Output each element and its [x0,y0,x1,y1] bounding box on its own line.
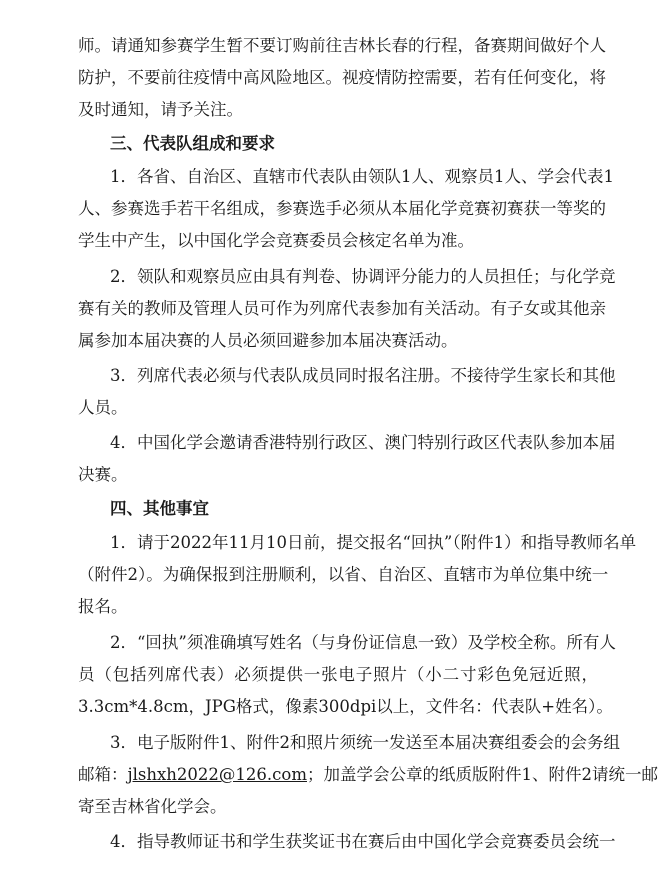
paragraph-line: 员（包括列席代表）必须提供一张电子照片（小二寸彩色免冠近照， [78,665,598,684]
paragraph-line: （附件2）。为确保报到注册顺利，以省、自治区、直辖市为单位集中统一 [78,565,609,584]
email-label: 邮箱： [78,765,128,784]
paragraph-line: 学生中产生，以中国化学会竞赛委员会核定名单为准。 [78,231,474,250]
paragraph-line: 2．“回执”须准确填写姓名（与身份证信息一致）及学校全称。所有人 [110,633,616,652]
paragraph-line: 人、参赛选手若干名组成，参赛选手必须从本届化学竞赛初赛获一等奖的 [78,199,606,218]
email-trailing-text: ；加盖学会公章的纸质版附件1、附件2请统一邮 [306,765,658,784]
section-heading: 四、其他事宜 [110,499,209,518]
paragraph-line: 寄至吉林省化学会。 [78,797,227,816]
paragraph-line: 3．电子版附件1、附件2和照片须统一发送至本届决赛组委会的会务组 [110,733,620,752]
email-link[interactable]: jlshxh2022@126.com [127,765,307,784]
paragraph-line: 属参加本届决赛的人员必须回避参加本届决赛活动。 [78,331,458,350]
paragraph-line: 1．请于2022年11月10日前，提交报名“回执”（附件1）和指导教师名单 [110,533,637,552]
paragraph-line: 人员。 [78,398,128,417]
paragraph-line: 师。请通知参赛学生暂不要订购前往吉林长春的行程，备赛期间做好个人 [78,36,606,55]
paragraph-line: 4．指导教师证书和学生获奖证书在赛后由中国化学会竞赛委员会统一 [110,832,616,851]
paragraph-line: 及时通知，请予关注。 [78,100,243,119]
paragraph-line-with-email [78,763,658,787]
paragraph-line: 赛有关的教师及管理人员可作为列席代表参加有关活动。有子女或其他亲 [78,299,606,318]
paragraph-line: 报名。 [78,597,128,616]
section-heading: 三、代表队组成和要求 [110,134,275,153]
paragraph-line: 4．中国化学会邀请香港特别行政区、澳门特别行政区代表队参加本届 [110,433,616,452]
paragraph-line: 3．列席代表必须与代表队成员同时报名注册。不接待学生家长和其他 [110,366,616,385]
paragraph-line: 1．各省、自治区、直辖市代表队由领队1人、观察员1人、学会代表1 [110,167,614,186]
paragraph-line: 防护，不要前往疫情中高风险地区。视疫情防控需要，若有任何变化，将 [78,68,606,87]
paragraph-line: 3.3cm*4.8cm，JPG格式，像素300dpi以上，文件名：代表队+姓名）。 [78,697,613,716]
paragraph-line: 2．领队和观察员应由具有判卷、协调评分能力的人员担任；与化学竞 [110,267,616,286]
paragraph-line: 决赛。 [78,465,128,484]
